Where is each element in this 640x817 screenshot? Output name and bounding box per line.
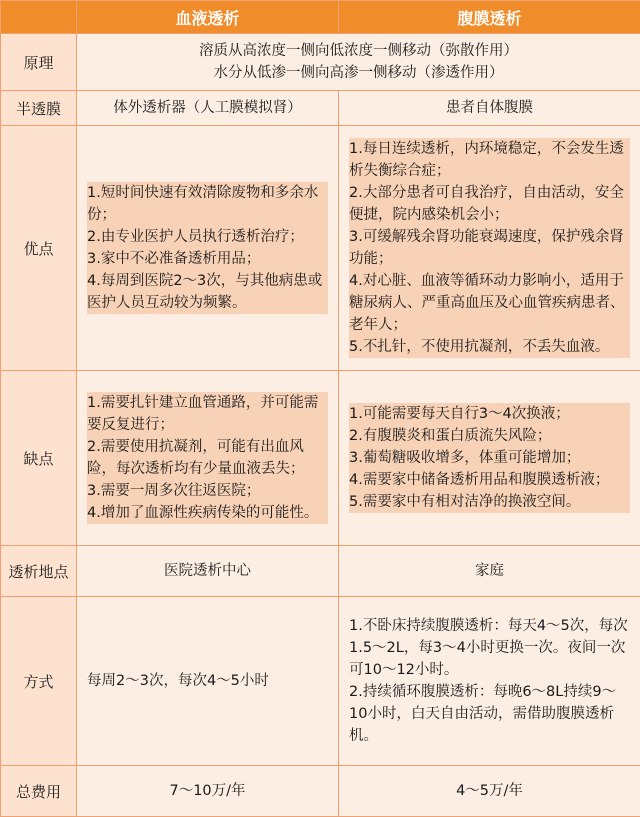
header-corner [1,1,77,34]
row-place [1,546,640,597]
advantages-hd [77,126,339,371]
disadvantages-pd-item: 1.可能需要每天自行3～4次换液； [349,403,630,425]
row-membrane [1,91,640,126]
advantages-pd-item: 5.不扎针，不使用抗凝剂，不丢失血液。 [349,336,630,358]
disadvantages-hd-item: 3.需要一周多次往返医院； [87,480,328,502]
mode-pd [339,597,640,766]
disadvantages-pd-item: 5.需要家中有相对洁净的换液空间。 [349,491,630,513]
disadvantages-pd-item: 3.葡萄糖吸收增多，体重可能增加； [349,447,630,469]
disadvantages-hd [77,371,339,546]
advantages-hd-item: 2.由专业医护人员执行透析治疗； [87,226,328,248]
advantages-pd [339,126,640,371]
row-disadvantages [1,371,640,546]
row-mode [1,597,640,766]
label-principle: 原理 [1,34,77,91]
disadvantages-hd-item: 1.需要扎针建立血管通路，并可能需要反复进行； [87,392,328,436]
advantages-hd-item: 4.每周到医院2～3次，与其他病患或医护人员互动较为频繁。 [87,270,328,314]
place-pd: 家庭 [339,546,640,597]
label-membrane: 半透膜 [1,91,77,126]
advantages-hd-item: 3.家中不必准备透析用品； [87,248,328,270]
mode-pd-item: 1.不卧床持续腹膜透析：每天4～5次，每次1.5～2L，每3～4小时更换一次。夜间一次可10～12小时。 [349,615,630,681]
disadvantages-hd-item: 4.增加了血源性疾病传染的可能性。 [87,502,328,524]
label-mode: 方式 [1,597,77,766]
disadvantages-pd-item: 2.有腹膜炎和蛋白质流失风险； [349,425,630,447]
principle-line-1: 溶质从高浓度一侧向低浓度一侧移动（弥散作用） [87,40,630,62]
membrane-pd: 患者自体腹膜 [339,91,640,126]
row-advantages [1,126,640,371]
disadvantages-pd-item: 4.需要家中储备透析用品和腹膜透析液； [349,469,630,491]
principle-line-2: 水分从低渗一侧向高渗一侧移动（渗透作用） [87,62,630,84]
mode-hd: 每周2～3次，每次4～5小时 [77,597,339,766]
place-hd: 医院透析中心 [77,546,339,597]
advantages-pd-item: 2.大部分患者可自我治疗，自由活动，安全便捷，院内感染机会小； [349,182,630,226]
membrane-hd: 体外透析器（人工膜模拟肾） [77,91,339,126]
label-disadvantages: 缺点 [1,371,77,546]
advantages-hd-item: 1.短时间快速有效清除废物和多余水份； [87,182,328,226]
label-cost: 总费用 [1,766,77,817]
disadvantages-pd [339,371,640,546]
row-principle [1,34,640,91]
header-peritoneal-dialysis: 腹膜透析 [339,1,640,34]
advantages-pd-item: 3.可缓解残余肾功能衰竭速度，保护残余肾功能； [349,226,630,270]
header-hemodialysis: 血液透析 [77,1,339,34]
advantages-pd-item: 1.每日连续透析，内环境稳定，不会发生透析失衡综合症； [349,138,630,182]
label-advantages: 优点 [1,126,77,371]
label-place: 透析地点 [1,546,77,597]
cost-pd: 4～5万/年 [339,766,640,817]
header-row [1,1,640,34]
cost-hd: 7～10万/年 [77,766,339,817]
row-cost [1,766,640,817]
principle-text [77,34,640,91]
advantages-pd-item: 4.对心脏、血液等循环动力影响小，适用于糖尿病人、严重高血压及心血管疾病患者、老年人； [349,270,630,336]
disadvantages-hd-item: 2.需要使用抗凝剂，可能有出血风险，每次透析均有少量血液丢失； [87,436,328,480]
mode-pd-item: 2.持续循环腹膜透析：每晚6～8L持续9～10小时，白天自由活动，需借助腹膜透析机。 [349,681,630,747]
